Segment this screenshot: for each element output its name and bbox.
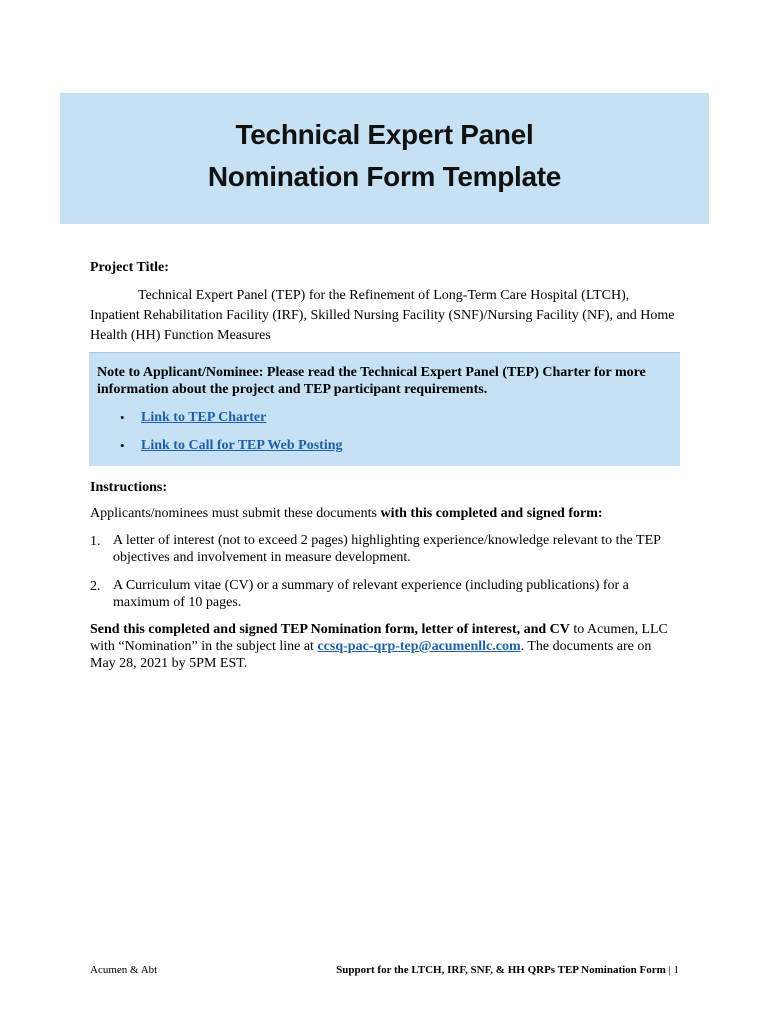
instructions-intro-plain: Applicants/nominees must submit these documents bbox=[90, 506, 381, 521]
list-item-text: A Curriculum vitae (CV) or a summary of relevant experience (including publications) for a maximum of 10 pages. bbox=[113, 578, 629, 610]
send-plain-text: to Acumen, LLC with “Nomination” in the subject line at bbox=[90, 622, 668, 654]
list-item bbox=[90, 577, 680, 611]
footer-left: Acumen & Abt bbox=[90, 964, 158, 976]
send-deadline-text: . The documents are on May 28, 2021 by 5PM EST. bbox=[90, 639, 652, 671]
instructions-intro bbox=[90, 504, 603, 524]
page-title-line-1: Technical Expert Panel bbox=[235, 119, 534, 150]
tep-charter-link[interactable]: Link to TEP Charter bbox=[141, 410, 267, 425]
email-link[interactable]: ccsq-pac-qrp-tep@acumenllc.com bbox=[317, 639, 521, 654]
footer-right bbox=[336, 964, 679, 976]
project-title-description: Technical Expert Panel (TEP) for the Refinement of Long-Term Care Hospital (LTCH), Inpatient Rehabilitation Facility (IRF), Skilled Nursing Facility (SNF)/Nursing Facility (NF), and Home Health (HH) Function Measures bbox=[90, 288, 675, 343]
footer-page-number: | 1 bbox=[665, 964, 679, 976]
instructions-intro-bold: with this completed and signed form: bbox=[380, 506, 603, 521]
page-title-line-2: Nomination Form Template bbox=[207, 161, 562, 192]
title-banner bbox=[60, 93, 709, 224]
note-box bbox=[89, 352, 680, 466]
bullet-icon: • bbox=[120, 438, 125, 453]
tep-web-posting-link[interactable]: Link to Call for TEP Web Posting bbox=[141, 438, 343, 453]
list-item-number: 1. bbox=[90, 534, 101, 549]
list-item-text: A letter of interest (not to exceed 2 pages) highlighting experience/knowledge relevant to the TEP objectives and involvement in measure development. bbox=[113, 533, 661, 565]
project-title-label: Project Title: bbox=[90, 260, 169, 275]
note-text: Note to Applicant/Nominee: Please read the Technical Expert Panel (TEP) Charter for more information about the project and TEP participant requirements. bbox=[97, 365, 646, 397]
list-item bbox=[90, 532, 680, 566]
instructions-label: Instructions: bbox=[90, 480, 168, 495]
send-instructions bbox=[90, 621, 680, 672]
list-item-number: 2. bbox=[90, 579, 101, 594]
send-bold-text: Send this completed and signed TEP Nomination form, letter of interest, and CV bbox=[90, 622, 570, 637]
footer-form-title: Support for the LTCH, IRF, SNF, & HH QRPs TEP Nomination Form bbox=[336, 964, 666, 976]
bullet-icon: • bbox=[120, 410, 125, 425]
